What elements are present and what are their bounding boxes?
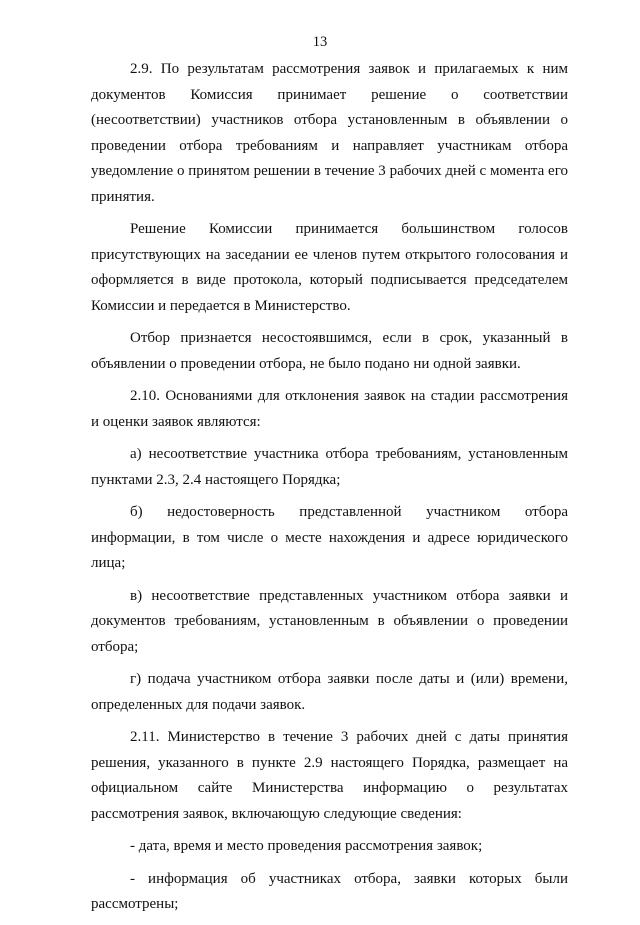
paragraph-2-11: 2.11. Министерство в течение 3 рабочих дней с даты принятия решения, указанного в пункте 2.9 настоящего Порядка, размещает на официальном сайте Министерства информацию о результатах рассмотрения заявок, включающую следующие сведения: bbox=[91, 729, 568, 822]
paragraph-commission-decision: Решение Комиссии принимается большинством голосов присутствующих на заседании ее членов путем открытого голосования и оформляется в виде протокола, который подписывается председателем Комиссии и передается в Министерство. bbox=[91, 221, 568, 314]
page-number: 13 bbox=[312, 34, 328, 50]
list-item-a: а) несоответствие участника отбора требованиям, установленным пунктами 2.3, 2.4 настоящего Порядка; bbox=[91, 446, 568, 488]
paragraph-2-10: 2.10. Основаниями для отклонения заявок на стадии рассмотрения и оценки заявок являются: bbox=[91, 388, 568, 430]
list-item-g: г) подача участником отбора заявки после даты и (или) времени, определенных для подачи заявок. bbox=[91, 671, 568, 713]
list-item-dash-date: - дата, время и место проведения рассмотрения заявок; bbox=[130, 838, 483, 854]
list-item-dash-participants: - информация об участниках отбора, заявки которых были рассмотрены; bbox=[91, 870, 568, 912]
document-body bbox=[91, 57, 568, 925]
list-item-b: б) недостоверность представленной участником отбора информации, в том числе о месте нахождения и адресе юридического лица; bbox=[91, 504, 568, 571]
list-item-v: в) несоответствие представленных участником отбора заявки и документов требованиям, установленным в объявлении о проведении отбора; bbox=[91, 587, 568, 655]
paragraph-selection-failed: Отбор признается несостоявшимся, если в срок, указанный в объявлении о проведении отбора, не было подано ни одной заявки. bbox=[91, 330, 568, 372]
paragraph-2-9: 2.9. По результатам рассмотрения заявок и прилагаемых к ним документов Комиссия принимает решение о соответствии (несоответствии) участников отбора установленным в объявлении о проведении отбора требованиям и направляет участникам отбора уведомление о принятом решении в течение 3 рабочих дней с момента его принятия. bbox=[91, 61, 568, 205]
